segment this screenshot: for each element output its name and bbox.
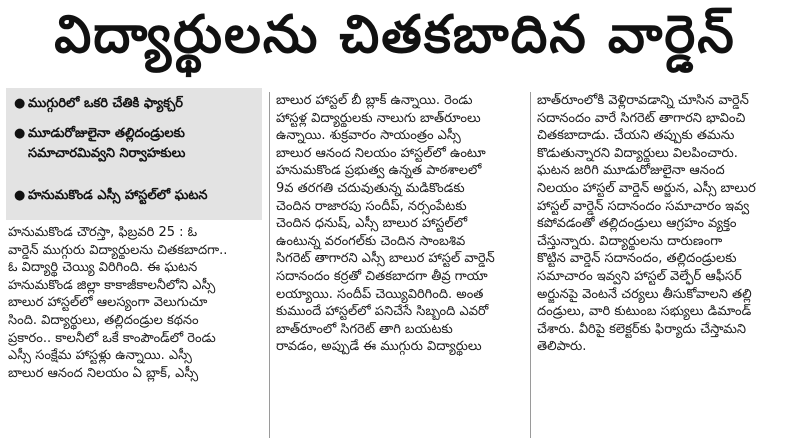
text-line: నిలయం హాస్టల్ వార్డెన్ అర్జున, ఎస్సీ బాలుర: [537, 180, 756, 196]
text-line: హనుమకొండ ప్రభుత్వ ఉన్నత పాఠశాలలో: [276, 163, 482, 179]
text-line: ఎస్సీ సంక్షేమ హాస్టళ్లు ఉన్నాయి. ఎస్సీ: [8, 348, 192, 364]
text-line: ఉంటున్న వరంగల్‌కు చెందిన సాంబశివ: [276, 233, 466, 249]
bullet-icon: ●: [14, 126, 26, 141]
text-line: ఉన్నాయి. శుక్రవారం సాయంత్రం ఎస్సీ: [276, 128, 461, 144]
text-line: సదానందం కర్రతో చితకబాదగా తీవ్ర గాయా: [276, 268, 488, 284]
text-line: చెందిన ధనుష్, ఎస్సీ బాలుర హాస్టల్‌లో: [276, 216, 468, 232]
bullet-icon: ●: [14, 96, 26, 111]
highlight-text: హనుమకొండ ఎస్సీ హాస్టల్‌లో ఘటన: [28, 188, 208, 203]
highlight-item: [14, 186, 258, 206]
article-column-1: [8, 224, 262, 382]
text-line: బాత్‌రూంలో సిగరెట్ తాగి బయటకు: [276, 321, 453, 337]
text-line: ఓ విద్యార్థి చెయ్యి విరిగింది. ఈ ఘటన: [8, 260, 198, 276]
headline: విద్యార్థులను చితకబాదిన వార్డెన్: [54, 4, 736, 65]
bullet-icon: ●: [14, 188, 26, 203]
article-column-2: [276, 92, 524, 356]
text-line: ఘటన జరిగి మూడురోజులైనా ఆనంద: [537, 163, 725, 179]
column-divider: [530, 92, 531, 438]
text-line: అర్జునపై వెంటనే చర్యలు తీసుకోవాలని తల్లి: [537, 286, 752, 302]
column-divider: [269, 92, 270, 438]
text-line: కపోవడంతో తల్లిదండ్రులు ఆగ్రహం వ్యక్తం: [537, 216, 737, 232]
text-line: కొడుతున్నారని విద్యార్థులు విలపించారు.: [537, 145, 738, 161]
text-line: బాలుర హాస్టల్ బీ బ్లాక్ ఉన్నాయి. రెండు: [276, 93, 473, 108]
text-line: 9వ తరగతి చదువుతున్న మడికొండకు: [276, 180, 465, 196]
text-line: రావడం, అప్పుడే ఈ ముగ్గురు విద్యార్థులు: [276, 339, 482, 355]
text-line: చెందిన రాజారపు సందీప్, నర్సంపేటకు: [276, 198, 467, 214]
highlight-item: [14, 124, 258, 164]
highlight-text: మూడురోజులైనా తల్లిదండ్రులకు సమాచారమివ్వని నిర్వాహకులు: [28, 126, 186, 161]
article-column-3: [537, 92, 785, 356]
text-line: కుముందే హాస్టల్‌లో పనిచేసే సిబ్బంది ఎవరో: [276, 304, 489, 320]
text-line: హాస్టల్ వార్డెన్ సదానందం సమాచారం ఇవ్వ: [537, 198, 750, 214]
text-line: చేశారు. వీరిపై కలెక్టర్‌కు ఫిర్యాదు చేస్తామని: [537, 321, 747, 337]
highlights-box: [6, 88, 262, 220]
text-line: బాత్‌రూంలోకి వెళ్లిరావడాన్ని చూసిన వార్డెన్: [537, 93, 749, 108]
text-line: వార్డెన్ ముగ్గురు విద్యార్థులను చితకబాదగా..: [8, 242, 228, 258]
text-line: బాలుర ఆనంద నిలయం ఏ బ్లాక్, ఎస్సీ: [8, 365, 199, 381]
text-line: సింది. విద్యార్థులు, తల్లిదండ్రుల కథనం: [8, 312, 199, 328]
text-line: బాలుర హాస్టల్‌లో ఆలస్యంగా వెలుగుచూ: [8, 295, 208, 311]
text-line: చేస్తున్నారు. విద్యార్థులను దారుణంగా: [537, 233, 723, 249]
text-line: కొట్టిన వార్డెన్ సదానందం, తల్లిదండ్రులకు: [537, 251, 737, 267]
text-line: సదానందం వారే సిగరెట్ తాగారని భావించి: [537, 110, 746, 126]
highlight-text: ముగ్గురిలో ఒకరి చేతికి ఫ్యాక్చర్: [28, 96, 183, 111]
text-line: హనుమకొండ జిల్లా కాకాజీకాలనీలోని ఎస్సీ: [8, 277, 216, 293]
highlight-item: [14, 94, 258, 114]
text-line: సిగరెట్ తాగారని ఎస్సీ బాలుర హాస్టల్ వార్డెన్: [276, 251, 495, 267]
text-line: తెలిపారు.: [537, 339, 587, 355]
text-line: బాలుర ఆనంద నిలయం హాస్టల్‌లో ఉంటూ: [276, 145, 486, 161]
text-line: చితకబాదాడు. చేయని తప్పుకు తమను: [537, 128, 735, 144]
text-line: హాస్టళ్ల విద్యార్థులకు నాలుగు బాత్‌రూంలు: [276, 110, 481, 126]
text-line: సమాచారం ఇవ్వని హాస్టల్ వెల్ఫేర్ ఆఫీసర్: [537, 268, 742, 284]
text-line: లయ్యాయి. సందీప్ చెయ్యివిరిగింది. అంత: [276, 286, 484, 302]
text-line: హనుమకొండ చౌరస్తా, ఫిబ్రవరి 25 : ఓ: [8, 225, 198, 240]
text-line: ప్రకారం.. కాలనీలో ఒకే కాంపౌండ్‌లో రెండు: [8, 330, 216, 346]
text-line: దండ్రులు, వారి కుటుంబ సభ్యులు డిమాండ్: [537, 304, 752, 320]
